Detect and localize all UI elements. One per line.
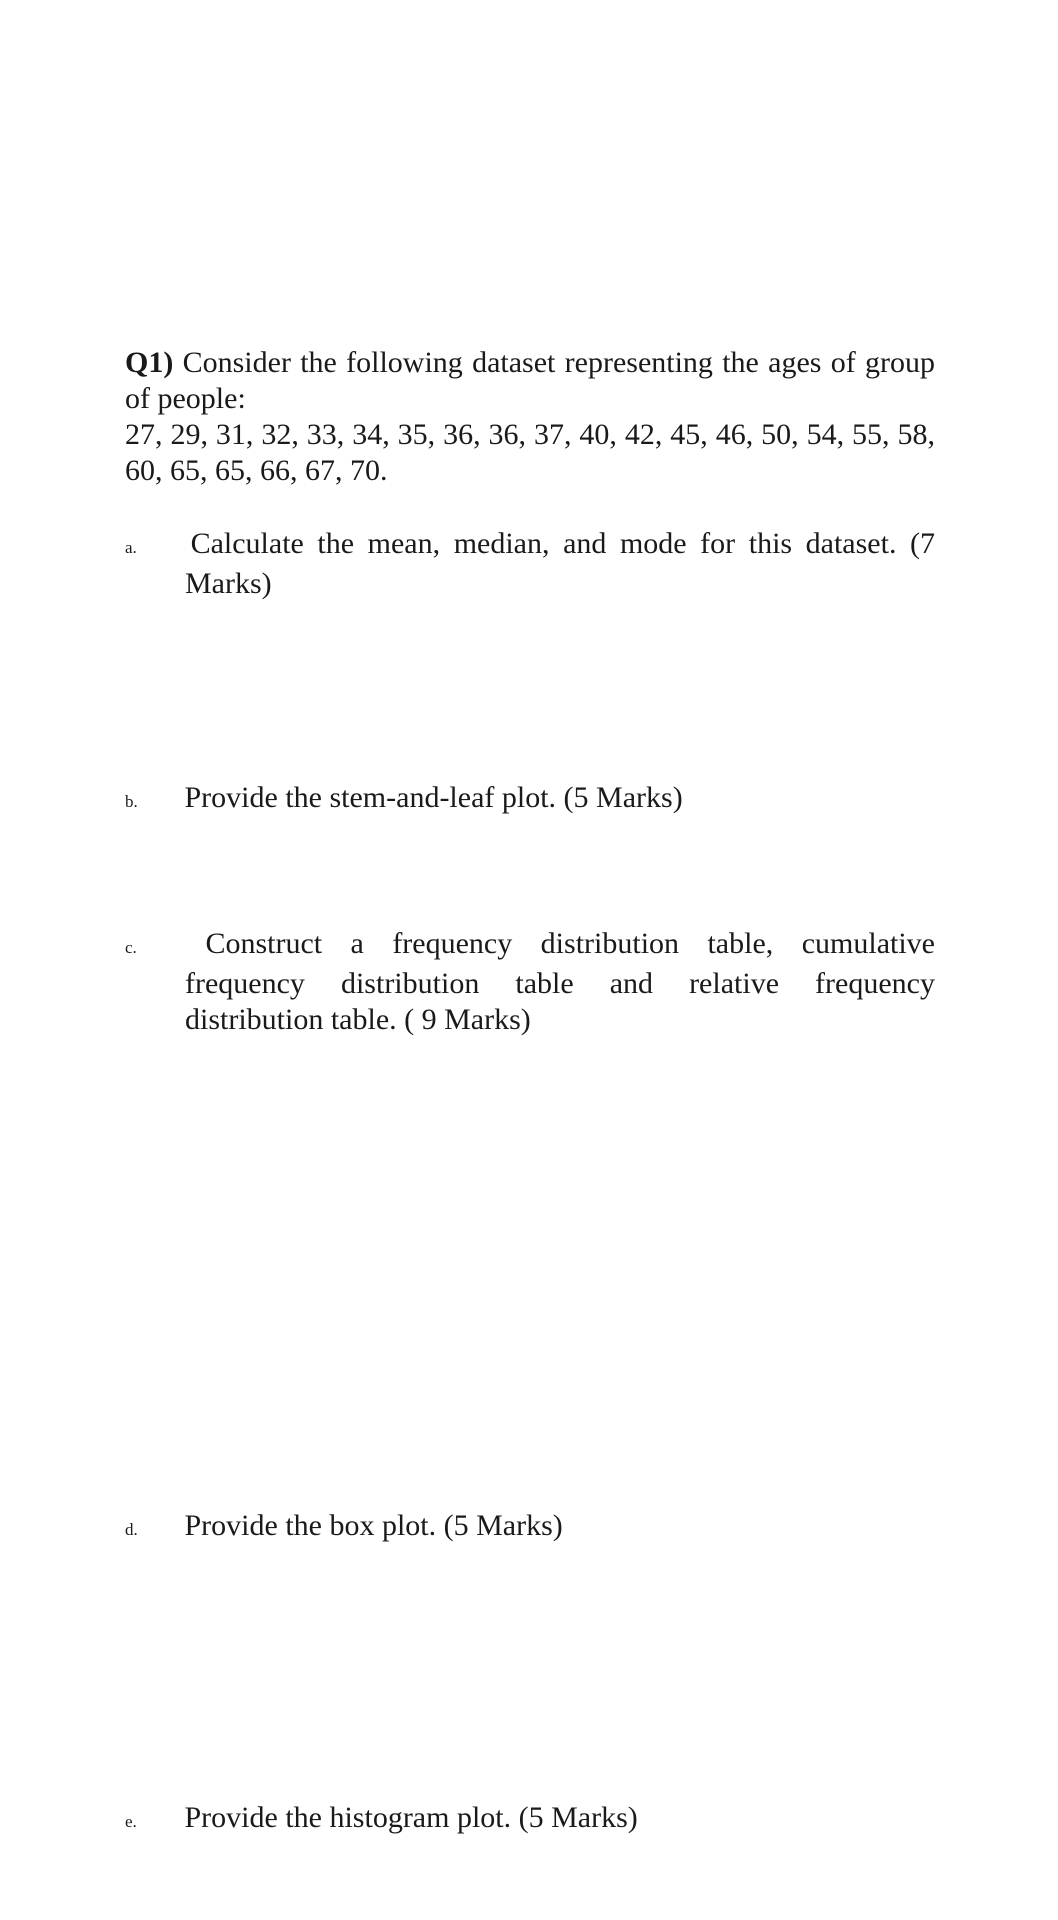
part-e-text: Provide the histogram plot. (5 Marks): [184, 1801, 638, 1834]
part-b: [125, 780, 935, 820]
part-d: [125, 1508, 935, 1548]
part-d-text: Provide the box plot. (5 Marks): [184, 1509, 563, 1542]
part-a-marker: a.: [125, 538, 137, 557]
part-c-text: Construct a frequency distribution table, cumulative frequency distribution table and relative frequency distribution table. ( 9 Marks): [185, 927, 935, 1036]
part-b-marker: b.: [125, 792, 138, 811]
question-block: [125, 345, 935, 489]
part-a-text: Calculate the mean, median, and mode for this dataset. (7 Marks): [185, 527, 936, 600]
question-dataset: 27, 29, 31, 32, 33, 34, 35, 36, 36, 37, 40, 42, 45, 46, 50, 54, 55, 58, 60, 65, 65, 66, 67, 70.: [125, 418, 935, 487]
part-c: [125, 926, 935, 1038]
part-e: [125, 1800, 935, 1840]
part-e-marker: e.: [125, 1812, 137, 1831]
question-number: Q1): [125, 346, 174, 379]
part-d-marker: d.: [125, 1520, 138, 1539]
part-b-text: Provide the stem-and-leaf plot. (5 Marks): [184, 781, 683, 814]
question-intro: Consider the following dataset representing the ages of group of people:: [125, 346, 935, 415]
part-c-marker: c.: [125, 938, 137, 957]
part-a: [125, 526, 936, 602]
